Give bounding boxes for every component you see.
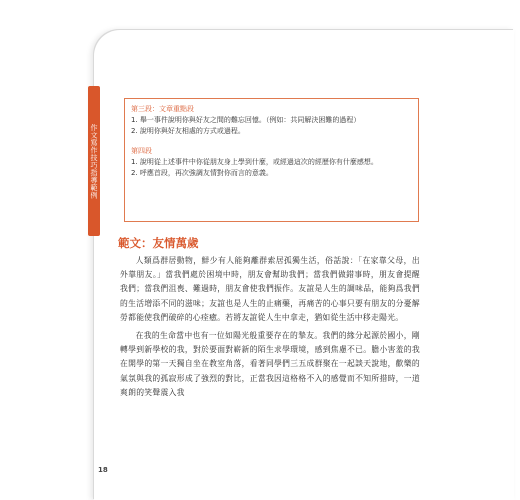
essay-title: 範文：友情萬歲 (118, 236, 199, 250)
essay-body (120, 254, 420, 404)
side-tab-label: 作文寫作技巧指導範例 (90, 123, 98, 199)
page-number: 18 (98, 466, 108, 474)
section4-item-1: 1. 說明從上述事件中你從朋友身上學到什麼，或經過這次的經歷你有什麼感想。 (131, 158, 378, 166)
section3-item-1: 1. 舉一事件說明你與好友之間的難忘回憶。（例如：共同解決困難的過程） (131, 116, 361, 124)
essay-paragraph-1: 人類爲群居動物，鮮少有人能夠離群索居孤獨生活，俗話說：「在家靠父母，出外靠朋友。」當我們處於困境中時，朋友會幫助我們；當我們做錯事時，朋友會提醒我們；當我們沮喪、難過時，朋友會使我們振作。友誼是人生的調味品，能夠爲我們的生活增添不同的滋味；友誼也是人生的止痛藥，再痛苦的心事只要有朋友的分憂解勞都能使我們破碎的心痊癒。若將友誼從人生中拿走，猶如從生活中移走陽光。 (120, 256, 420, 322)
chapter-side-tab[interactable] (88, 86, 100, 236)
section3-title: 第三段：文章重點段 (131, 105, 194, 113)
section4-item-2: 2. 呼應首段，再次強調友情對你而言的意義。 (131, 169, 273, 177)
section3-list (131, 115, 412, 137)
section3-item-2: 2. 說明你與好友相處的方式或過程。 (131, 127, 245, 135)
essay-paragraph-2: 在我的生命當中也有一位如陽光般重要存在的摯友。我們的緣分起源於國小，剛轉學到新學校的我，對於要面對嶄新的陌生求學環境，感到焦慮不已。膽小害羞的我在開學的第一天獨自坐在教室角落，看著同學們三五成群聚在一起談天說地，歡樂的氣氛與我的孤寂形成了強烈的對比，正當我因這格格不入的感覺而不知所措時，一道爽朗的笑聲震入我 (120, 331, 420, 397)
writing-outline-box (124, 98, 419, 222)
section4-list (131, 157, 412, 179)
section4-title: 第四段 (131, 147, 152, 155)
